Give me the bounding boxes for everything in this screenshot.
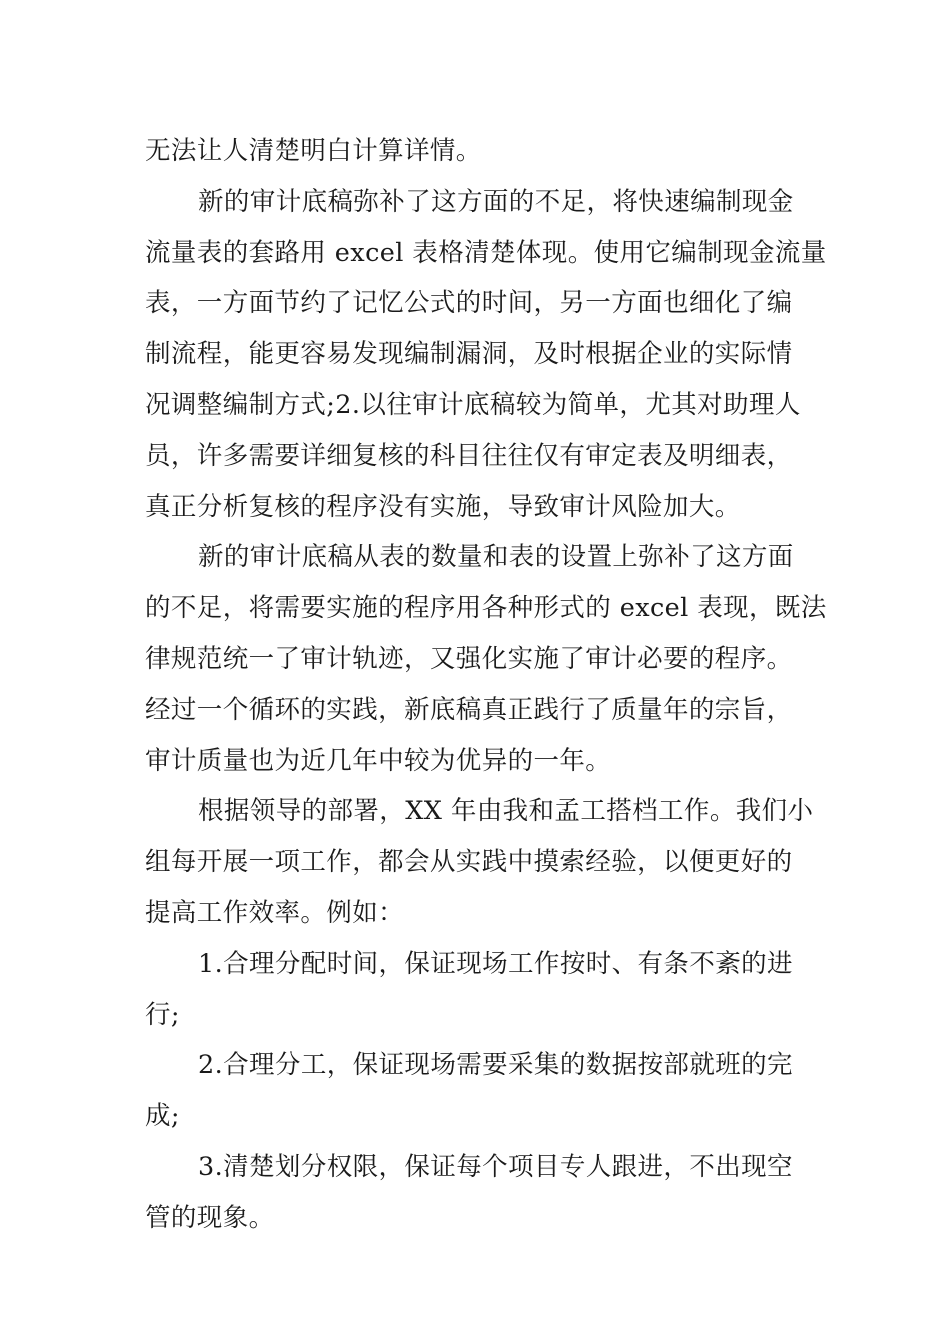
text-line: 无法让人清楚明白计算详情。: [145, 136, 482, 166]
text-line: 流量表的套路用 excel 表格清楚体现。使用它编制现金流量: [145, 237, 827, 268]
text-line: 行;: [145, 999, 180, 1030]
text-line: 表，一方面节约了记忆公式的时间，另一方面也细化了编: [145, 288, 793, 319]
text-line: 提高工作效率。例如：: [145, 897, 405, 928]
document-body: [145, 126, 827, 1244]
text-line: 根据领导的部署，XX 年由我和孟工搭档工作。我们小: [198, 796, 814, 827]
text-line: 1.合理分配时间，保证现场工作按时、有条不紊的进: [198, 948, 793, 979]
text-line: 经过一个循环的实践，新底稿真正践行了质量年的宗旨，: [145, 694, 793, 725]
text-line: 审计质量也为近几年中较为优异的一年。: [145, 745, 612, 776]
text-line: 3.清楚划分权限，保证每个项目专人跟进，不出现空: [198, 1151, 793, 1182]
text-line: 律规范统一了审计轨迹，又强化实施了审计必要的程序。: [145, 643, 793, 674]
text-line: 新的审计底稿从表的数量和表的设置上弥补了这方面: [198, 542, 794, 573]
text-line: 况调整编制方式;2.以往审计底稿较为简单，尤其对助理人: [145, 389, 801, 420]
text-line: 2.合理分工，保证现场需要采集的数据按部就班的完: [198, 1050, 793, 1081]
text-line: 新的审计底稿弥补了这方面的不足，将快速编制现金: [198, 186, 794, 217]
text-line: 员，许多需要详细复核的科目往往仅有审定表及明细表，: [145, 440, 793, 471]
text-line: 成;: [145, 1101, 180, 1132]
text-line: 组每开展一项工作，都会从实践中摸索经验，以便更好的: [145, 847, 793, 878]
text-line: 的不足，将需要实施的程序用各种形式的 excel 表现，既法: [145, 593, 827, 624]
text-line: 真正分析复核的程序没有实施，导致审计风险加大。: [145, 491, 741, 522]
text-line: 管的现象。: [145, 1202, 275, 1233]
text-line: 制流程，能更容易发现编制漏洞，及时根据企业的实际情: [145, 339, 793, 370]
